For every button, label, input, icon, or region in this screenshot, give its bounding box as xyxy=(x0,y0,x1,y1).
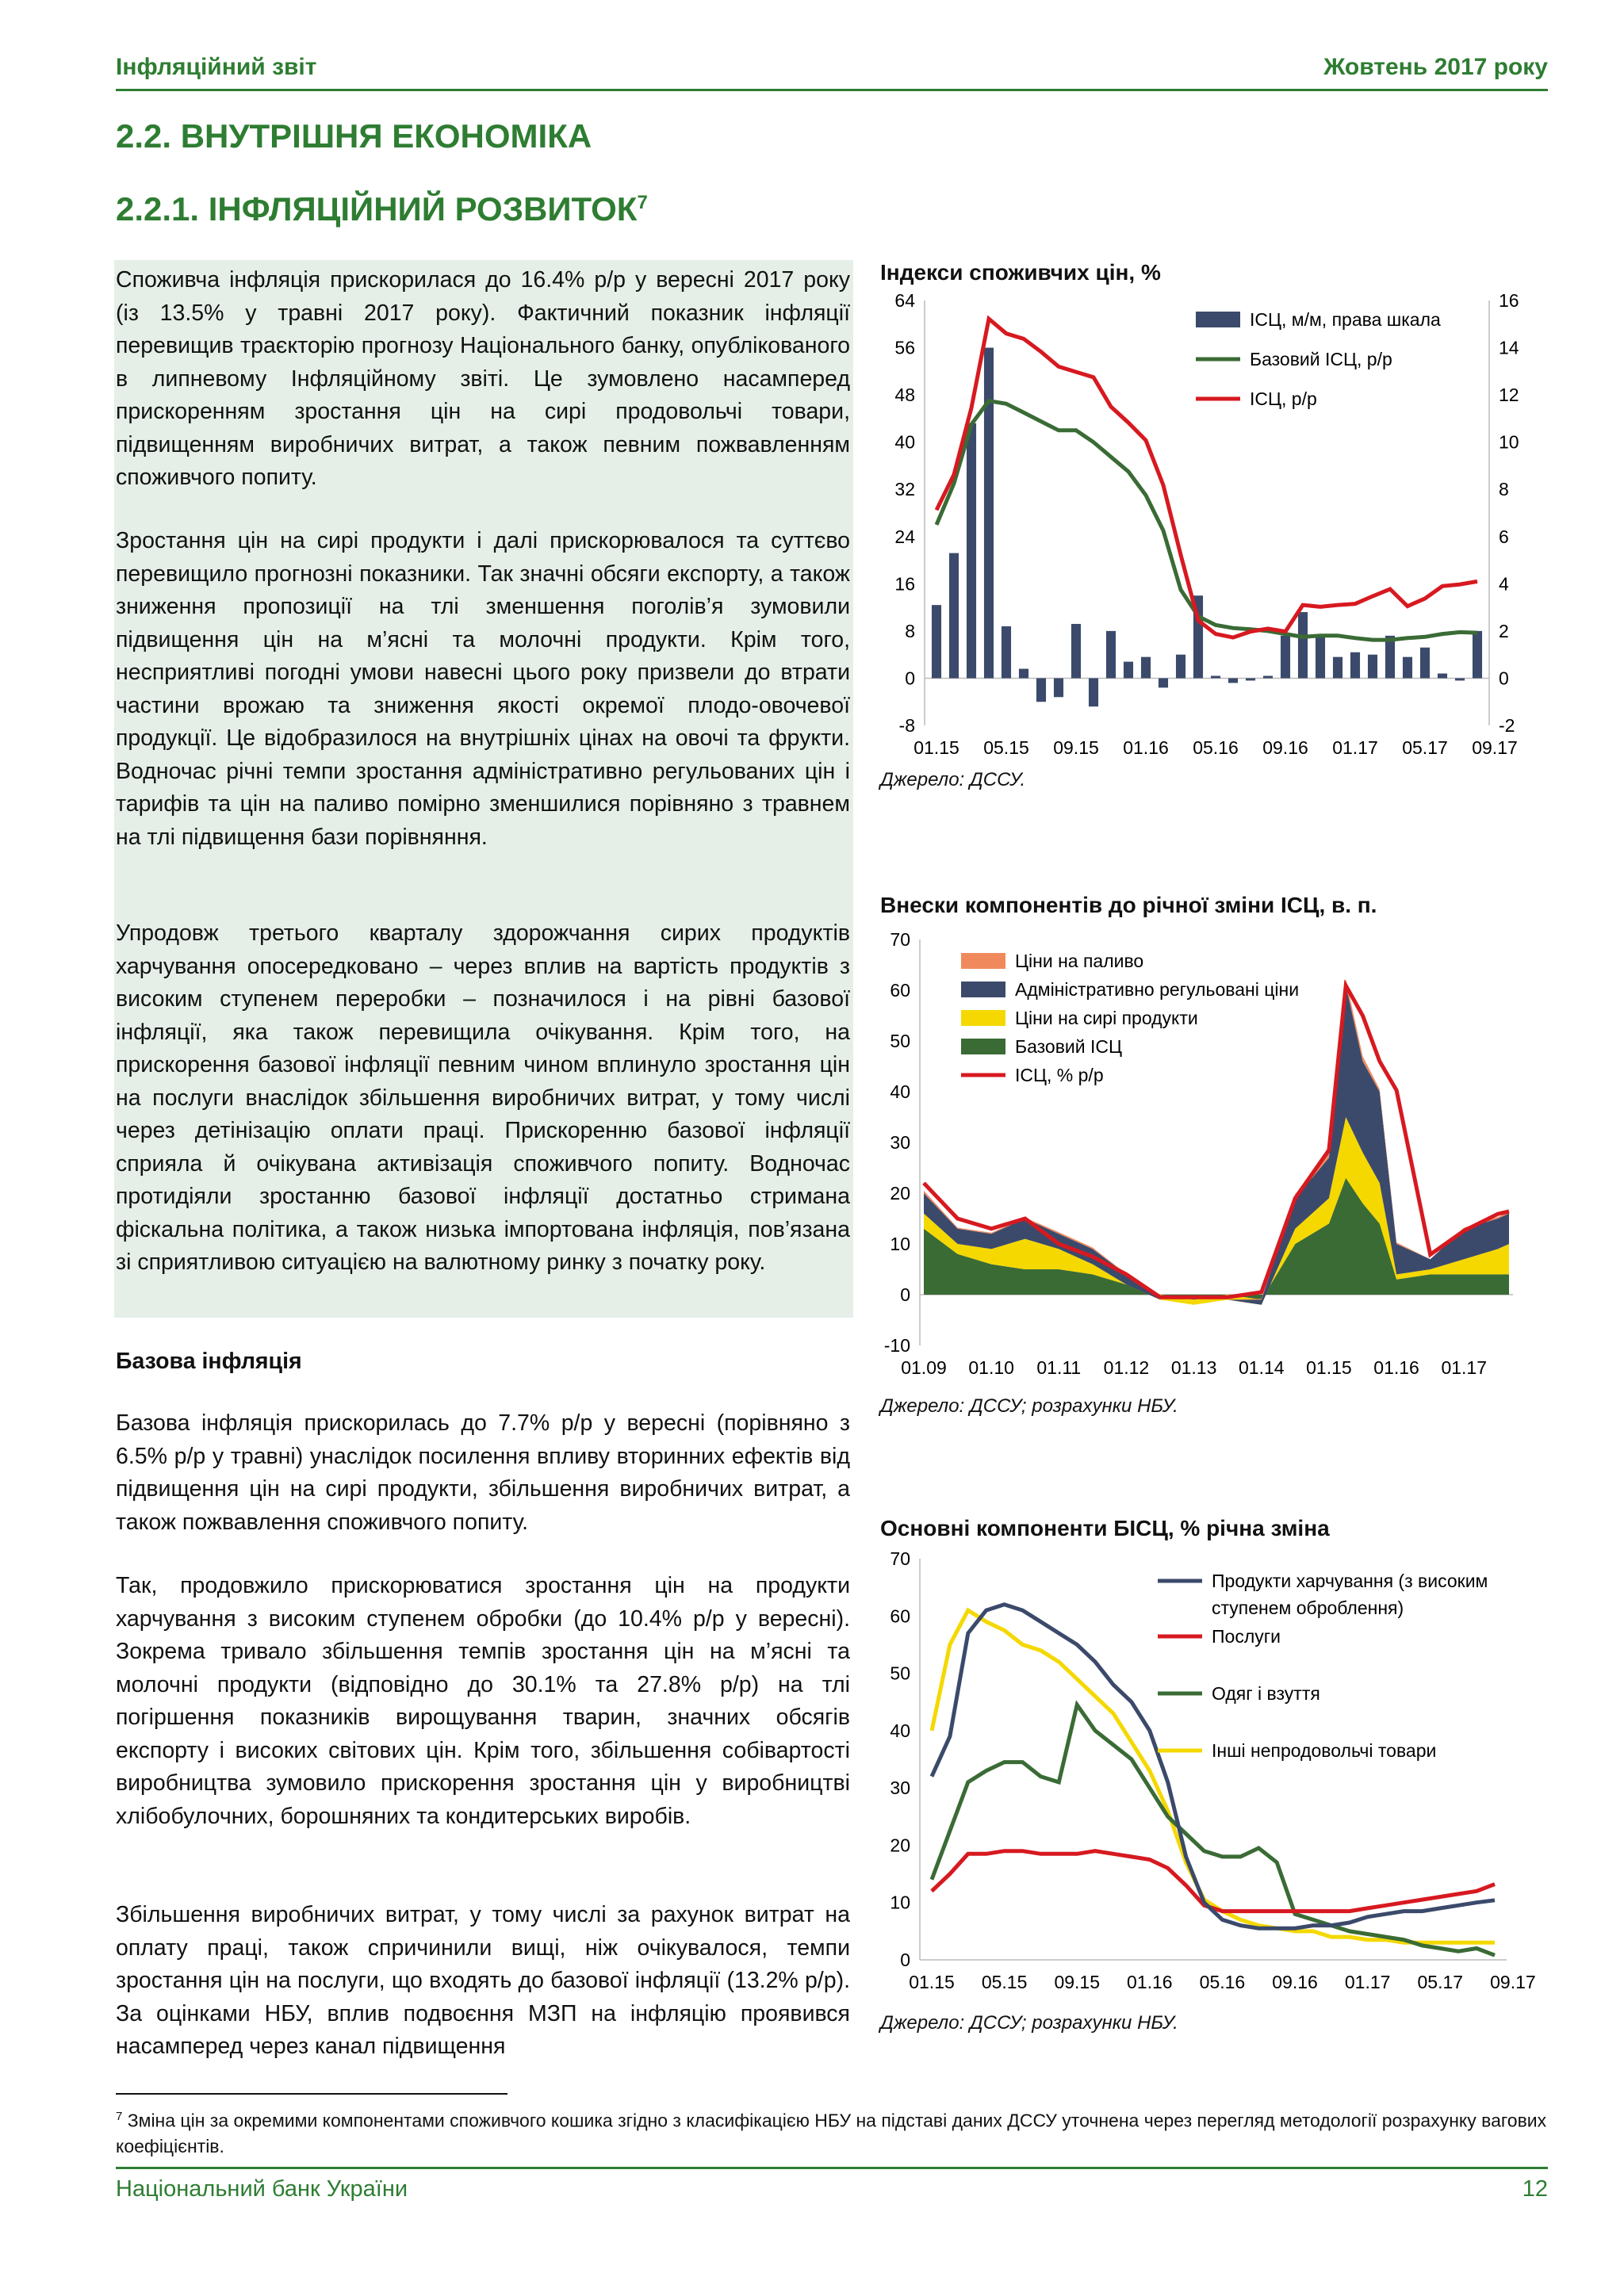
y-right-tick-label: 12 xyxy=(1499,385,1519,406)
header-rule xyxy=(116,89,1548,91)
cpi-mom-bar xyxy=(1124,662,1133,679)
y-right-tick-label: 0 xyxy=(1499,668,1509,689)
paragraph-2: Зростання цін на сирі продукти і далі прискорювалося та суттєво перевищило прогнозні показники. Так значні обсяги експорту, а також зниження пропозиції на тлі зменшення поголів’я зумовили підвищення цін на м’ясні та молочні продукти. Крім того, несприятливі погодні умови навесні цього року призвели до втрати частини врожаю та зниження якості окремої плодо-овочевої продукції. Це відобразилося на внутрішніх цінах на овочі та фрукти. Водночас річні темпи зростання адміністративно регульованих цін і тарифів та цін на паливо помірно зменшилися порівняно з травнем на тлі підвищення бази порівняння. xyxy=(116,528,850,850)
cpi-mom-bar xyxy=(1281,636,1290,679)
y-left-tick-label: -8 xyxy=(898,715,915,736)
x-tick-label: 01.16 xyxy=(1373,1357,1419,1378)
x-tick-label: 09.17 xyxy=(1490,1972,1536,1992)
cpi-mom-bar xyxy=(1368,655,1377,679)
cpi-yoy-line xyxy=(936,319,1477,637)
x-tick-label: 05.16 xyxy=(1193,737,1239,758)
chart2-source: Джерело: ДССУ; розрахунки НБУ. xyxy=(880,1395,1178,1417)
x-tick-label: 09.17 xyxy=(1472,737,1518,758)
x-tick-label: 01.09 xyxy=(901,1357,947,1378)
cpi-mom-bar xyxy=(1246,678,1255,680)
chart-cpi-contributions xyxy=(872,924,1522,1395)
running-header-right: Жовтень 2017 року xyxy=(1323,54,1548,80)
cpi-mom-bar xyxy=(1385,636,1395,679)
chart1-source: Джерело: ДССУ. xyxy=(880,769,1026,790)
y-right-tick-label: 10 xyxy=(1499,431,1519,453)
cpi-mom-bar xyxy=(1455,678,1465,680)
legend-label: Інші непродовольчі товари xyxy=(1212,1740,1437,1761)
x-tick-label: 05.17 xyxy=(1402,737,1448,758)
y-right-tick-label: -2 xyxy=(1499,715,1515,736)
paragraph-1: Споживча інфляція прискорилася до 16.4% р/р у вересні 2017 року (із 13.5% у травні 2017 року). Фактичний показник інфляції перевищив траєкторію прогнозу Національного банку, опублікованого в липневому Інфляційному звіті. Це зумовлено насамперед прискоренням зростання цін на сирі продовольчі товари, підвищенням виробничих витрат, а також певним пожвавленням споживчого попиту. xyxy=(116,267,850,490)
x-tick-label: 09.15 xyxy=(1053,737,1099,758)
x-tick-label: 01.15 xyxy=(909,1972,955,1992)
legend-label: Продукти харчування (з високим xyxy=(1212,1571,1488,1591)
y-tick-label: 20 xyxy=(890,1835,910,1856)
y-right-tick-label: 4 xyxy=(1499,573,1509,595)
cpi-mom-bar xyxy=(1350,652,1360,679)
cpi-mom-bar xyxy=(1420,648,1430,679)
cpi-mom-bar xyxy=(984,348,994,679)
paragraph-3: Упродовж третього кварталу здорожчання сирих продуктів харчування опосередковано – через вплив на вартість продуктів з високим ступенем переробки – позначилося і на рівні базової інфляції, яка також перевищила очікування. Крім того, на прискорення базової інфляції певним чином вплинуло зростання цін на послуги внаслідок збільшення виробничих витрат, у тому числі через детінізацію оплати праці. Прискоренню базової інфляції сприяла й очікувана активізація споживчого попиту. Водночас протидіяли зростанню базової інфляції достатньо стримана фіскальна політика, а також низька імпортована інфляція, пов’язана зі сприятливою ситуацією на валютному ринку з початку року. xyxy=(116,920,850,1275)
legend-label: ІСЦ, р/р xyxy=(1250,388,1317,409)
y-left-tick-label: 16 xyxy=(894,573,915,595)
y-tick-label: 50 xyxy=(890,1663,910,1684)
legend-key xyxy=(961,1039,1005,1054)
x-tick-label: 09.16 xyxy=(1272,1972,1318,1992)
y-left-tick-label: 8 xyxy=(905,620,915,641)
x-tick-label: 09.16 xyxy=(1262,737,1308,758)
cpi-mom-bar xyxy=(1089,678,1098,706)
running-header-left: Інфляційний звіт xyxy=(116,54,317,80)
y-tick-label: 30 xyxy=(890,1132,910,1153)
y-right-tick-label: 6 xyxy=(1499,526,1509,547)
x-tick-label: 01.17 xyxy=(1441,1357,1488,1378)
y-left-tick-label: 0 xyxy=(905,668,915,689)
cpi-mom-bar xyxy=(967,423,976,679)
cpi-mom-bar xyxy=(949,553,959,679)
cpi-mom-bar xyxy=(1403,657,1412,679)
y-left-tick-label: 24 xyxy=(894,526,915,547)
y-tick-label: 70 xyxy=(890,929,910,950)
cpi-mom-bar xyxy=(1036,678,1046,702)
x-tick-label: 01.16 xyxy=(1127,1972,1173,1992)
cpi-mom-bar xyxy=(1106,631,1116,679)
x-tick-label: 01.17 xyxy=(1344,1972,1391,1992)
y-left-tick-label: 48 xyxy=(894,385,915,406)
legend-label: Базовий ІСЦ, р/р xyxy=(1250,349,1392,369)
y-left-tick-label: 40 xyxy=(894,431,915,453)
section-title: 2.2. ВНУТРІШНЯ ЕКОНОМІКА xyxy=(116,117,592,155)
x-tick-label: 01.12 xyxy=(1103,1357,1150,1378)
legend-label: ступенем оброблення) xyxy=(1212,1598,1404,1618)
cpi-mom-bar xyxy=(1176,655,1185,679)
y-right-tick-label: 8 xyxy=(1499,479,1509,500)
legend-label: Базовий ІСЦ xyxy=(1015,1036,1123,1057)
y-left-tick-label: 64 xyxy=(894,290,915,311)
legend-key-cpi-mom xyxy=(1196,312,1240,327)
chart1-title: Індекси споживчих цін, % xyxy=(880,260,1161,285)
cpi-mom-bar xyxy=(1263,675,1273,678)
core-cpi-yoy-line xyxy=(936,401,1477,640)
legend-label: Ціни на паливо xyxy=(1015,951,1144,971)
cpi-mom-bar xyxy=(1473,631,1482,679)
cpi-mom-bar xyxy=(1298,612,1308,678)
x-tick-label: 01.11 xyxy=(1036,1357,1082,1378)
cpi-mom-bar xyxy=(1002,626,1011,679)
cpi-mom-bar xyxy=(1071,624,1081,678)
y-left-tick-label: 32 xyxy=(894,479,915,500)
chart3-source: Джерело: ДССУ; розрахунки НБУ. xyxy=(880,2012,1178,2034)
cpi-mom-bar xyxy=(1019,669,1028,679)
legend-key xyxy=(961,1010,1005,1026)
y-tick-label: 10 xyxy=(890,1234,910,1254)
x-tick-label: 01.14 xyxy=(1238,1357,1285,1378)
cpi-mom-bar xyxy=(1228,678,1238,683)
cpi-mom-bar xyxy=(1054,678,1063,697)
chart2-title: Внески компонентів до річної зміни ІСЦ, в. п. xyxy=(880,893,1377,917)
y-right-tick-label: 2 xyxy=(1499,620,1509,641)
y-left-tick-label: 56 xyxy=(894,337,915,358)
legend-label: Адміністративно регульовані ціни xyxy=(1015,979,1300,1000)
cpi-mom-bar xyxy=(1438,673,1447,678)
chart-core-components xyxy=(872,1546,1536,1998)
legend-label: Одяг і взуття xyxy=(1212,1683,1320,1704)
legend-key xyxy=(961,953,1005,969)
y-tick-label: 60 xyxy=(890,1605,910,1627)
x-tick-label: 05.15 xyxy=(983,737,1029,758)
x-tick-label: 05.16 xyxy=(1199,1972,1246,1992)
y-tick-label: 50 xyxy=(890,1031,910,1051)
y-tick-label: 40 xyxy=(890,1720,910,1741)
footnote-rule xyxy=(116,2093,508,2095)
legend-label: ІСЦ, % р/р xyxy=(1015,1065,1104,1085)
y-tick-label: 40 xyxy=(890,1081,910,1102)
y-tick-label: 20 xyxy=(890,1183,910,1203)
page-number: 12 xyxy=(1522,2176,1548,2202)
cpi-mom-bar xyxy=(1141,657,1151,679)
x-tick-label: 01.10 xyxy=(968,1357,1014,1378)
cpi-mom-bar xyxy=(1316,636,1325,679)
y-tick-label: 0 xyxy=(900,1950,910,1970)
legend-label: Ціни на сирі продукти xyxy=(1015,1008,1198,1028)
cpi-mom-bar xyxy=(1211,675,1220,678)
y-tick-label: 10 xyxy=(890,1892,910,1913)
x-tick-label: 01.13 xyxy=(1170,1357,1217,1378)
y-tick-label: -10 xyxy=(883,1335,910,1356)
x-tick-label: 01.15 xyxy=(1306,1357,1352,1378)
subheading-core-inflation: Базова інфляція xyxy=(116,1349,302,1374)
paragraph-4: Базова інфляція прискорилась до 7.7% р/р у вересні (порівняно з 6.5% р/р у травні) унаслідок посилення впливу вторинних ефектів від підвищення цін на сирі продукти, збільшення виробничих витрат, а також пожвавлення споживчого попиту. xyxy=(116,1410,850,1535)
x-tick-label: 01.15 xyxy=(914,737,959,758)
x-tick-label: 05.15 xyxy=(981,1972,1028,1992)
legend-label: Послуги xyxy=(1212,1626,1281,1647)
x-tick-label: 01.17 xyxy=(1332,737,1378,758)
processed-food-line xyxy=(932,1605,1495,1928)
paragraph-6: Збільшення виробничих витрат, у тому числі за рахунок витрат на оплату праці, також спричинили вищі, ніж очікувалося, темпи зростання цін на послуги, що входять до базової інфляції (13.2% р/р). За оцінками НБУ, вплив подвоєння МЗП на інфляцію проявився насамперед через канал підвищення xyxy=(116,1902,850,2059)
legend-key xyxy=(961,982,1005,997)
footnote-ref: 7 xyxy=(637,192,648,213)
cpi-mom-bar xyxy=(1159,678,1168,687)
y-tick-label: 70 xyxy=(890,1548,910,1569)
services-line xyxy=(932,1851,1495,1911)
footnote: $^7$ Зміна цін за окремими компонентами споживчого кошика згідно з класифікацією НБУ на підставі даних ДССУ уточнена через перегляд методології розрахунку вагових коефіцієнтів. xyxy=(116,2110,1547,2156)
cpi-mom-bar xyxy=(1333,657,1342,679)
cpi-mom-bar xyxy=(932,605,941,678)
chart3-title: Основні компоненти БІСЦ, % річна зміна xyxy=(880,1516,1330,1540)
chart-cpi-indices xyxy=(872,289,1522,765)
subsection-title: 2.2.1. ІНФЛЯЦІЙНИЙ РОЗВИТОК$^7$ xyxy=(116,190,648,228)
footer-rule xyxy=(116,2167,1548,2169)
y-right-tick-label: 16 xyxy=(1499,290,1519,311)
y-tick-label: 0 xyxy=(900,1284,910,1305)
other-nonfood-line xyxy=(932,1610,1495,1942)
y-tick-label: 60 xyxy=(890,980,910,1001)
y-right-tick-label: 14 xyxy=(1499,337,1519,358)
footer-bank-name: Національний банк України xyxy=(116,2176,408,2202)
y-tick-label: 30 xyxy=(890,1777,910,1799)
x-tick-label: 05.17 xyxy=(1417,1972,1464,1992)
x-tick-label: 01.16 xyxy=(1123,737,1169,758)
paragraph-5: Так, продовжило прискорюватися зростання цін на продукти харчування з високим ступенем обробки (до 10.4% р/р у вересні). Зокрема тривало збільшення темпів зростання цін на м’ясні та молочні продукти (відповідно до 30.1% та 27.8% р/р) на тлі погіршення показників вирощування тварин, значних обсягів експорту і високих світових цін. Крім того, збільшення собівартості виробництва зумовило прискорення зростання цін у виробництві хлібобулочних, борошняних та кондитерських виробів. xyxy=(116,1573,850,1829)
x-tick-label: 09.15 xyxy=(1054,1972,1101,1992)
legend-label: ІСЦ, м/м, права шкала xyxy=(1250,309,1441,330)
